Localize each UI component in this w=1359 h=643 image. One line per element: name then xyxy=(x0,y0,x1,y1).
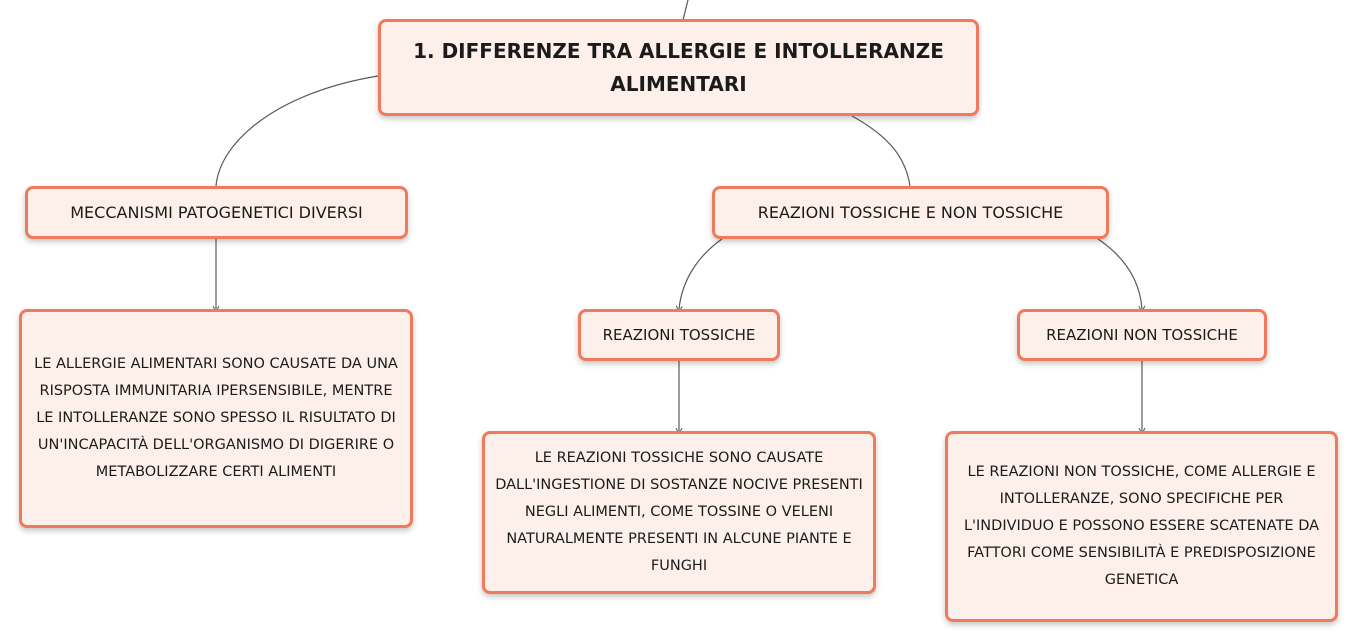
detail-reazioni-tossiche-text: LE REAZIONI TOSSICHE SONO CAUSATE DALL'INGESTIONE DI SOSTANZE NOCIVE PRESENTI NEGLI ALIMENTI, COME TOSSINE O VELENI NATURALMENTE PRESENTI IN ALCUNE PIANTE E FUNGHI xyxy=(495,450,863,574)
topic-reazioni-non-tossiche-label: REAZIONI NON TOSSICHE xyxy=(1046,326,1238,344)
topic-reazioni-tossiche-node[interactable] xyxy=(578,309,780,361)
topic-reazioni-label: REAZIONI TOSSICHE E NON TOSSICHE xyxy=(757,202,1064,222)
topic-meccanismi-label: MECCANISMI PATOGENETICI DIVERSI xyxy=(70,202,363,222)
detail-meccanismi-node[interactable] xyxy=(19,309,413,528)
connector-root-to-meccanismi xyxy=(216,76,378,186)
root-topic-title: 1. DIFFERENZE TRA ALLERGIE E INTOLLERANZE ALIMENTARI xyxy=(413,38,944,96)
detail-reazioni-non-tossiche-node[interactable] xyxy=(945,431,1338,622)
topic-reazioni-node[interactable] xyxy=(712,186,1109,239)
root-topic-node[interactable] xyxy=(378,19,979,116)
connector-root-to-reazioni xyxy=(852,116,910,186)
topic-reazioni-tossiche-label: REAZIONI TOSSICHE xyxy=(602,326,756,344)
detail-meccanismi-text: LE ALLERGIE ALIMENTARI SONO CAUSATE DA UNA RISPOSTA IMMUNITARIA IPERSENSIBILE, MENTRE LE INTOLLERANZE SONO SPESSO IL RISULTATO DI UN'INCAPACITÀ DELL'ORGANISMO DI DIGERIRE O METABOLIZZARE CERTI ALIMENTI xyxy=(34,356,398,480)
connector-reazioni-to-tossiche xyxy=(679,239,722,309)
topic-reazioni-non-tossiche-node[interactable] xyxy=(1017,309,1267,361)
connector-parent-to-root xyxy=(683,0,688,20)
detail-reazioni-tossiche-node[interactable] xyxy=(482,431,876,594)
detail-reazioni-non-tossiche-text: LE REAZIONI NON TOSSICHE, COME ALLERGIE E INTOLLERANZE, SONO SPECIFICHE PER L'INDIVIDUO E POSSONO ESSERE SCATENATE DA FATTORI COME SENSIBILITÀ E PREDISPOSIZIONE GENETICA xyxy=(963,464,1320,588)
topic-meccanismi-node[interactable] xyxy=(25,186,408,239)
connector-reazioni-to-non-tossiche xyxy=(1098,239,1142,309)
